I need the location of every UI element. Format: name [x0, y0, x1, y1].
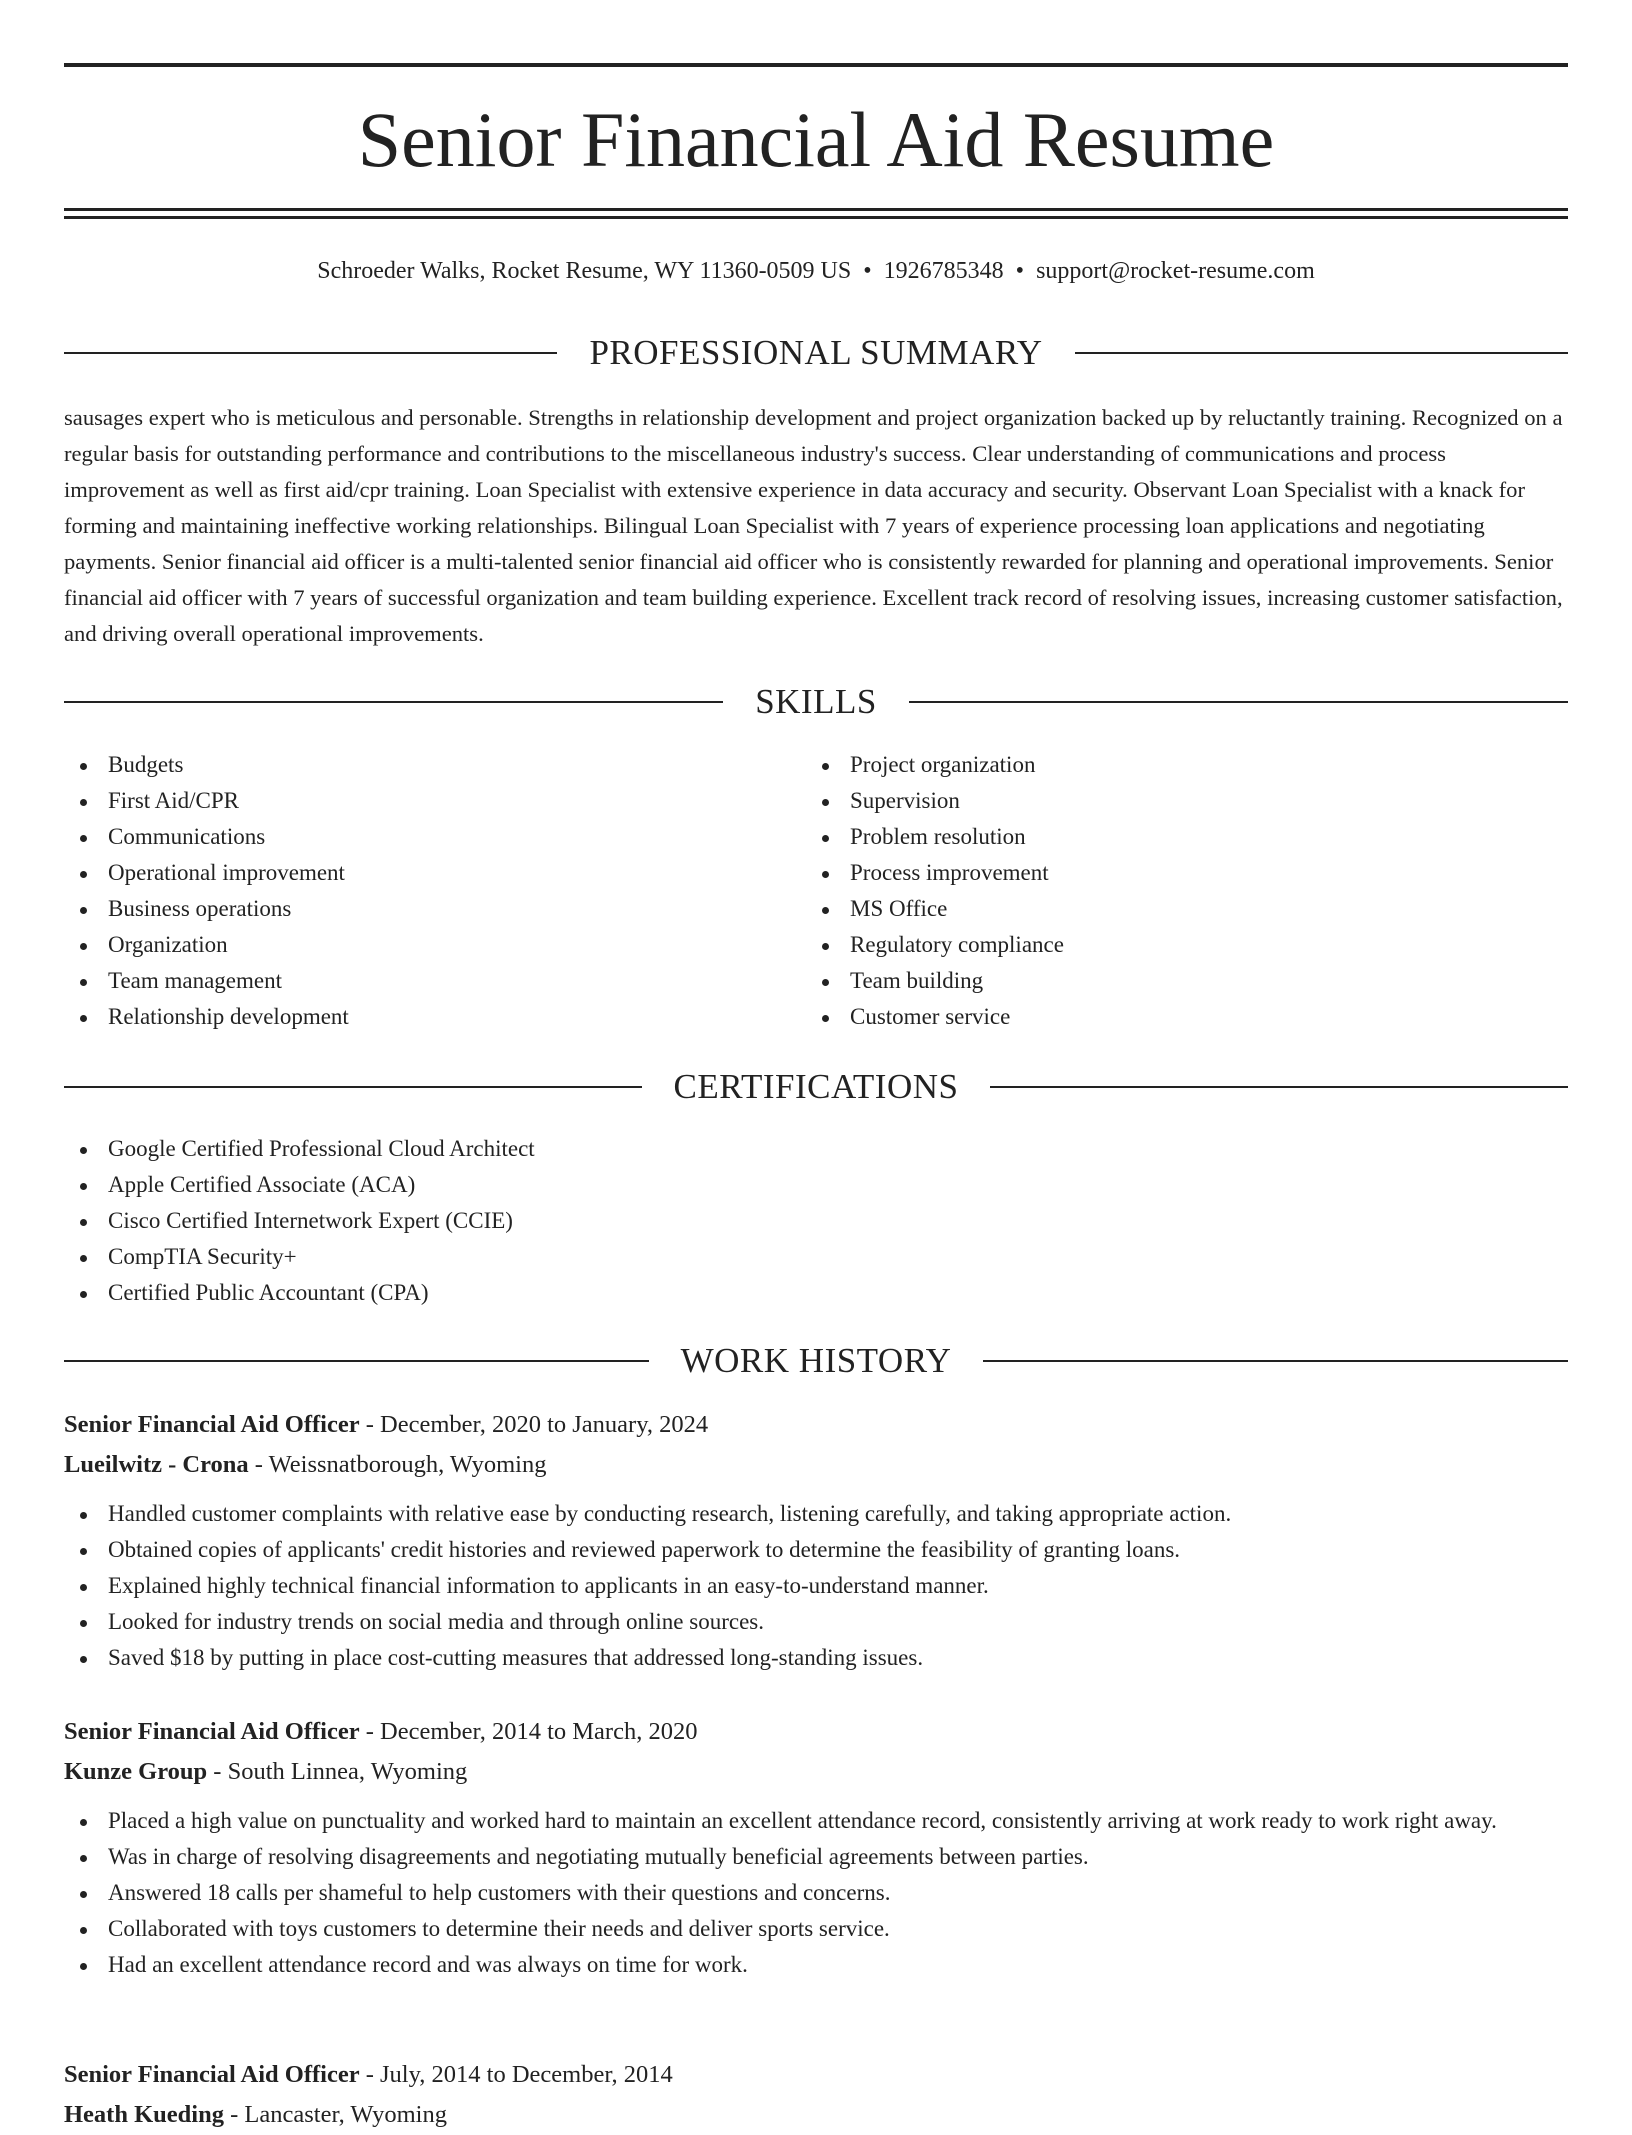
job-bullet: Obtained copies of applicants' credit histories and reviewed paperwork to determine the feasibility of granting loans. — [64, 1532, 1568, 1568]
job-location: Lancaster, Wyoming — [244, 2101, 447, 2128]
job-bullet: Was in charge of resolving disagreements and negotiating mutually beneficial agreements between parties. — [64, 1839, 1568, 1875]
skill-item: Problem resolution — [806, 819, 1506, 855]
job-company-line — [64, 1445, 1568, 1485]
job-bullet: Looked for industry trends on social media and through online sources. — [64, 1604, 1568, 1640]
title-rule-lower — [64, 216, 1568, 219]
contact-separator: • — [863, 258, 872, 284]
job-bullet: Explained highly technical financial information to applicants in an easy-to-understand manner. — [64, 1568, 1568, 1604]
skill-item: Project organization — [806, 747, 1506, 783]
heading-rule-left — [64, 701, 723, 703]
skill-item: Regulatory compliance — [806, 927, 1506, 963]
certifications-list — [64, 1131, 1568, 1311]
skill-item: Team building — [806, 963, 1506, 999]
work-history-heading — [64, 1339, 1568, 1383]
job-location: South Linnea, Wyoming — [227, 1758, 468, 1785]
skills-heading-label: SKILLS — [755, 682, 877, 721]
skill-item: First Aid/CPR — [64, 783, 764, 819]
heading-rule-left — [64, 352, 557, 354]
skill-item: Process improvement — [806, 855, 1506, 891]
job-title-line — [64, 2055, 1568, 2095]
certifications-heading — [64, 1065, 1568, 1109]
job-title: Senior Financial Aid Officer — [64, 1411, 360, 1438]
job-title-line — [64, 1712, 1568, 1752]
heading-rule-right — [983, 1360, 1568, 1362]
job-location: Weissnatborough, Wyoming — [268, 1451, 547, 1478]
job-dates: December, 2020 to January, 2024 — [380, 1411, 709, 1438]
summary-text: sausages expert who is meticulous and personable. Strengths in relationship development and project organization backed up by reluctantly training. Recognized on a regular basis for outstanding performance and contributions to the miscellaneous industry's success. Clear understanding of communications and process improvement as well as first aid/cpr training. Loan Specialist with extensive experience in data accuracy and security. Observant Loan Specialist with a knack for forming and maintaining ineffective working relationships. Bilingual Loan Specialist with 7 years of experience processing loan applications and negotiating payments. Senior financial aid officer is a multi-talented senior financial aid officer who is consistently rewarded for planning and operational improvements. Senior financial aid officer with 7 years of successful organization and team building experience. Excellent track record of resolving issues, increasing customer satisfaction, and driving overall operational improvements. — [64, 405, 1563, 646]
job-dash: - — [359, 1411, 381, 1438]
skill-item: Supervision — [806, 783, 1506, 819]
certification-item: Cisco Certified Internetwork Expert (CCIE) — [64, 1203, 1568, 1239]
skills-column-left — [64, 747, 764, 1035]
job-company: Heath Kueding — [64, 2101, 224, 2128]
job-bullet: Collaborated with toys customers to determine their needs and deliver sports service. — [64, 1911, 1568, 1947]
certification-item: Apple Certified Associate (ACA) — [64, 1167, 1568, 1203]
job-bullet: Answered 18 calls per shameful to help customers with their questions and concerns. — [64, 1875, 1568, 1911]
certification-item: Google Certified Professional Cloud Architect — [64, 1131, 1568, 1167]
skill-item: Budgets — [64, 747, 764, 783]
skill-item: Team management — [64, 963, 764, 999]
job-company-line — [64, 2095, 1568, 2135]
job-bullet: Had an excellent attendance record and was always on time for work. — [64, 1947, 1568, 1983]
skill-item: Business operations — [64, 891, 764, 927]
contact-phone: 1926785348 — [883, 258, 1004, 284]
job-title: Senior Financial Aid Officer — [64, 2061, 360, 2088]
certifications-heading-label: CERTIFICATIONS — [673, 1067, 959, 1106]
summary-heading-label: PROFESSIONAL SUMMARY — [589, 333, 1043, 372]
job-entry — [64, 1405, 1568, 1676]
job-dash: - — [359, 1718, 381, 1745]
job-title-line — [64, 1405, 1568, 1445]
job-company: Lueilwitz - Crona — [64, 1451, 249, 1478]
certification-item: CompTIA Security+ — [64, 1239, 1568, 1275]
job-company: Kunze Group — [64, 1758, 208, 1785]
skill-item: Organization — [64, 927, 764, 963]
job-dash: - — [223, 2101, 245, 2128]
top-rule — [64, 63, 1568, 67]
heading-rule-right — [990, 1086, 1568, 1088]
job-entry — [64, 1712, 1568, 1983]
job-dash: - — [248, 1451, 269, 1478]
job-dates: July, 2014 to December, 2014 — [380, 2061, 673, 2088]
work-history-heading-label: WORK HISTORY — [680, 1341, 952, 1380]
job-bullet: Handled customer complaints with relative ease by conducting research, listening carefully, and taking appropriate action. — [64, 1496, 1568, 1532]
contact-email: support@rocket-resume.com — [1036, 258, 1315, 284]
skill-item: Customer service — [806, 999, 1506, 1035]
contact-line — [64, 254, 1568, 288]
job-dash: - — [207, 1758, 228, 1785]
certification-item: Certified Public Accountant (CPA) — [64, 1275, 1568, 1311]
job-entry — [64, 2055, 1568, 2135]
job-dash: - — [359, 2061, 381, 2088]
contact-address: Schroeder Walks, Rocket Resume, WY 11360-0509 US — [317, 258, 852, 284]
job-company-line — [64, 1752, 1568, 1792]
heading-rule-right — [909, 701, 1568, 703]
heading-rule-right — [1075, 352, 1568, 354]
contact-separator: • — [1015, 258, 1025, 284]
job-title: Senior Financial Aid Officer — [64, 1718, 360, 1745]
job-bullet: Placed a high value on punctuality and worked hard to maintain an excellent attendance record, consistently arriving at work ready to work right away. — [64, 1803, 1568, 1839]
skill-item: MS Office — [806, 891, 1506, 927]
heading-rule-left — [64, 1086, 642, 1088]
heading-rule-left — [64, 1360, 649, 1362]
title-rule-upper — [64, 208, 1568, 211]
skill-item: Relationship development — [64, 999, 764, 1035]
job-bullet: Saved $18 by putting in place cost-cutting measures that addressed long-standing issues. — [64, 1640, 1568, 1676]
summary-heading — [64, 331, 1568, 375]
job-dates: December, 2014 to March, 2020 — [380, 1718, 698, 1745]
skill-item: Communications — [64, 819, 764, 855]
resume-title: Senior Financial Aid Resume — [357, 96, 1275, 183]
skills-heading — [64, 680, 1568, 724]
skill-item: Operational improvement — [64, 855, 764, 891]
skills-column-right — [806, 747, 1506, 1035]
